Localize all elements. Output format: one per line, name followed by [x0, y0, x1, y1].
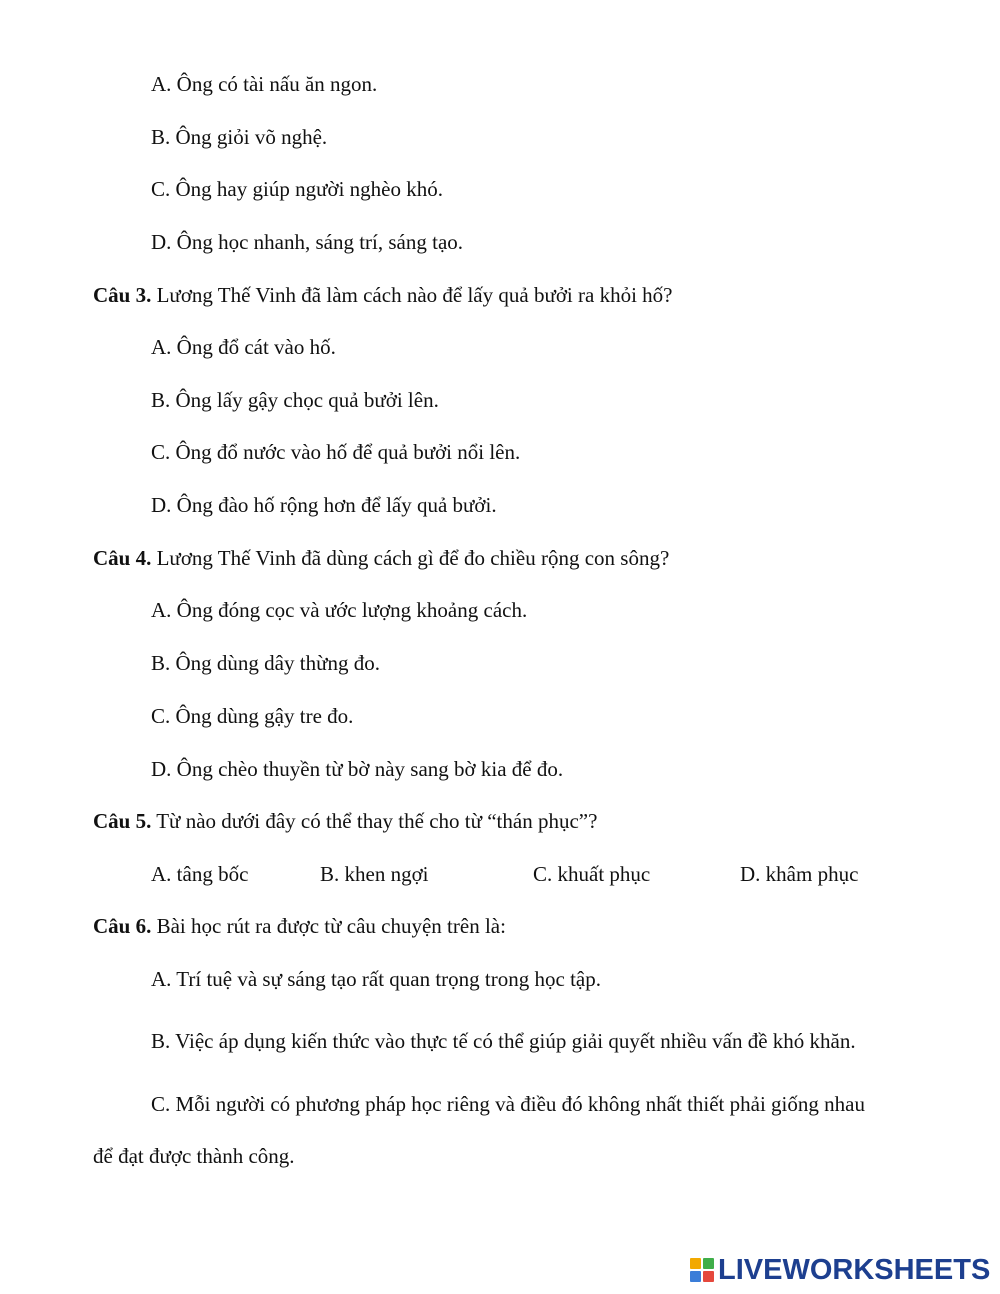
- liveworksheets-logo: [690, 1255, 990, 1285]
- question-5-label: Câu 5.: [93, 809, 152, 833]
- q6-option-a[interactable]: A. Trí tuệ và sự sáng tạo rất quan trọng trong học tập.: [151, 967, 601, 991]
- q2-option-d[interactable]: D. Ông học nhanh, sáng trí, sáng tạo.: [151, 230, 464, 254]
- q5-option-b[interactable]: B. khen ngợi: [320, 862, 429, 886]
- logo-text: LIVEWORKSHEETS: [718, 1253, 991, 1286]
- q6-option-c[interactable]: C. Mỗi người có phương pháp học riêng và điều đó không nhất thiết phải giống nhau: [151, 1092, 865, 1116]
- question-5-text: Từ nào dưới đây có thể thay thế cho từ “thán phục”?: [151, 809, 598, 833]
- logo-block: [703, 1258, 714, 1269]
- q5-option-a[interactable]: A. tâng bốc: [151, 862, 249, 886]
- q2-option-a[interactable]: A. Ông có tài nấu ăn ngon.: [151, 72, 378, 96]
- logo-blocks-icon: [690, 1258, 714, 1282]
- question-3: [93, 285, 672, 306]
- question-3-text: Lương Thế Vinh đã làm cách nào để lấy quả bưởi ra khỏi hố?: [151, 283, 673, 307]
- question-6-label: Câu 6.: [93, 914, 152, 938]
- logo-block: [690, 1271, 701, 1282]
- q5-option-c[interactable]: C. khuất phục: [533, 862, 651, 886]
- q3-option-d[interactable]: D. Ông đào hố rộng hơn để lấy quả bưởi.: [151, 493, 497, 517]
- question-4-text: Lương Thế Vinh đã dùng cách gì để đo chiều rộng con sông?: [151, 546, 670, 570]
- question-5: [93, 811, 597, 832]
- q5-options-row: [0, 862, 1000, 886]
- q4-option-d[interactable]: D. Ông chèo thuyền từ bờ này sang bờ kia để đo.: [151, 757, 564, 781]
- q3-option-a[interactable]: A. Ông đổ cát vào hố.: [151, 335, 336, 359]
- q4-option-b[interactable]: B. Ông dùng dây thừng đo.: [151, 651, 380, 675]
- question-6-text: Bài học rút ra được từ câu chuyện trên là:: [151, 914, 506, 938]
- q6-option-b[interactable]: B. Việc áp dụng kiến thức vào thực tế có thể giúp giải quyết nhiều vấn đề khó khăn.: [151, 1029, 856, 1053]
- q5-option-d[interactable]: D. khâm phục: [740, 862, 859, 886]
- question-4-label: Câu 4.: [93, 546, 152, 570]
- question-3-label: Câu 3.: [93, 283, 152, 307]
- q2-option-b[interactable]: B. Ông giỏi võ nghệ.: [151, 125, 328, 149]
- q3-option-c[interactable]: C. Ông đổ nước vào hố để quả bưởi nổi lên.: [151, 440, 521, 464]
- question-6: [93, 916, 506, 937]
- q6-option-c-continued: để đạt được thành công.: [93, 1144, 295, 1168]
- q3-option-b[interactable]: B. Ông lấy gậy chọc quả bưởi lên.: [151, 388, 439, 412]
- q4-option-c[interactable]: C. Ông dùng gậy tre đo.: [151, 704, 354, 728]
- logo-block: [703, 1271, 714, 1282]
- q2-option-c[interactable]: C. Ông hay giúp người nghèo khó.: [151, 177, 443, 201]
- logo-block: [690, 1258, 701, 1269]
- question-4: [93, 548, 669, 569]
- q4-option-a[interactable]: A. Ông đóng cọc và ước lượng khoảng cách.: [151, 598, 528, 622]
